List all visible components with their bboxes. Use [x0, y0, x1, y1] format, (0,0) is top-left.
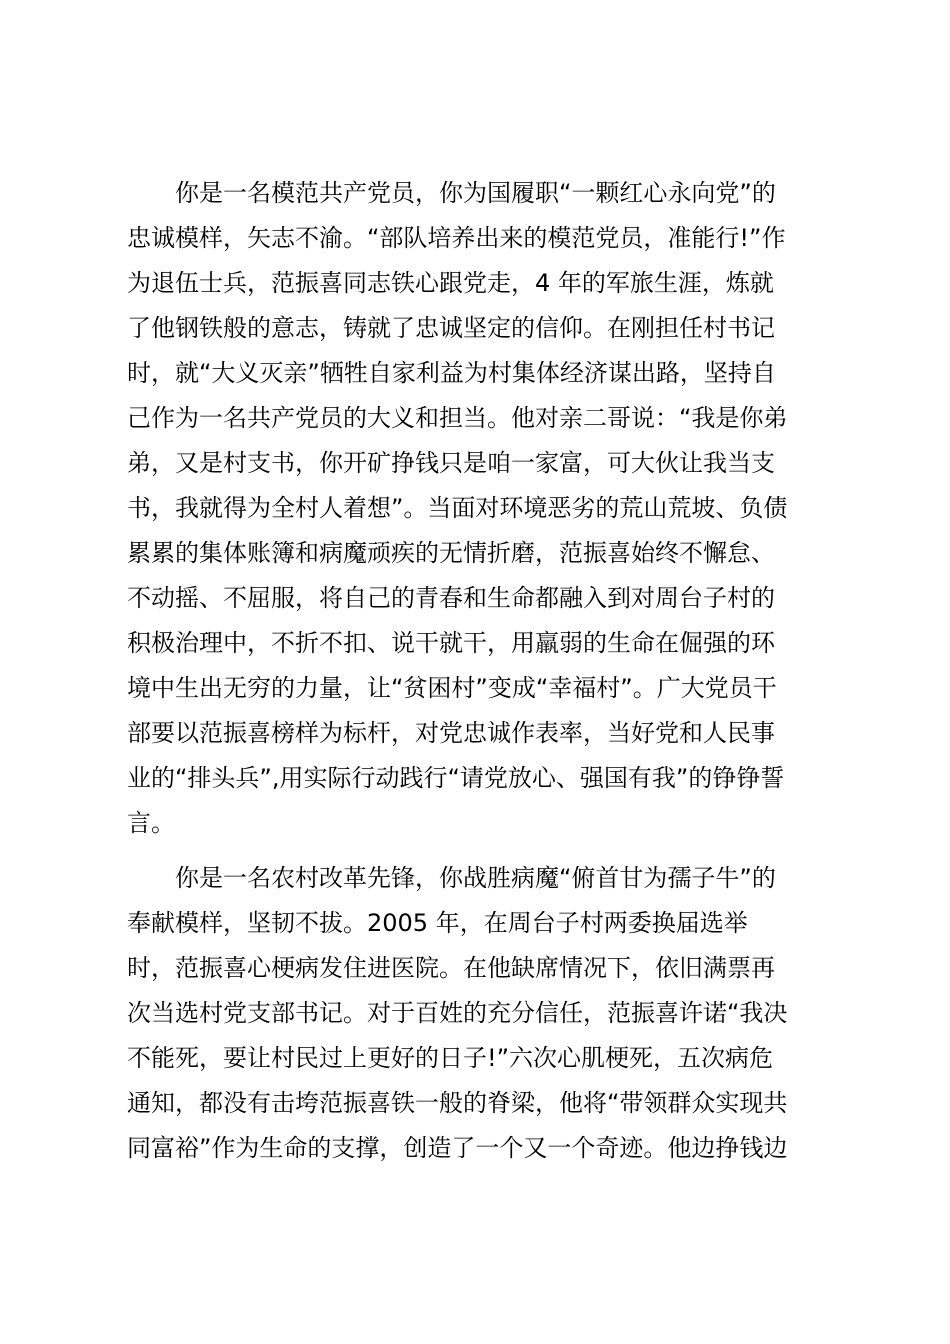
text-line: 时，范振喜心梗病发住进医院。在他缺席情况下，依旧满票再 [127, 954, 775, 982]
paragraph-gap [127, 846, 847, 856]
text-line: 你是一名农村改革先锋，你战胜病魔“俯首甘为孺子牛”的 [175, 864, 776, 892]
text-line: 为退伍士兵，范振喜同志铁心跟党走，4 年的军旅生涯，炼就 [127, 269, 774, 297]
text-line: 部要以范振喜榜样为标杆，对党忠诚作表率，当好党和人民事 [127, 719, 775, 747]
text-line: 同富裕”作为生命的支撑，创造了一个又一个奇迹。他边挣钱边 [127, 1134, 788, 1162]
text-line: 次当选村党支部书记。对于百姓的充分信任，范振喜许诺“我决 [127, 999, 788, 1027]
text-line: 奉献模样，坚韧不拔。2005 年，在周台子村两委换届选举 [127, 909, 748, 937]
text-line: 业的“排头兵”,用实际行动践行“请党放心、强国有我”的铮铮誓 [127, 764, 785, 792]
text-line: 通知，都没有击垮范振喜铁一般的脊梁，他将“带领群众实现共 [127, 1089, 788, 1117]
text-line: 了他钢铁般的意志，铸就了忠诚坚定的信仰。在刚担任村书记 [127, 314, 775, 342]
text-line: 己作为一名共产党员的大义和担当。他对亲二哥说：“我是你弟 [127, 404, 788, 432]
body-text [127, 171, 847, 1171]
text-line: 言。 [127, 809, 175, 837]
text-line: 境中生出无穷的力量，让“贫困村”变成“幸福村”。广大党员干 [127, 674, 777, 702]
text-line: 弟，又是村支书，你开矿挣钱只是咱一家富，可大伙让我当支 [127, 449, 775, 477]
text-line: 累累的集体账簿和病魔顽疾的无情折磨，范振喜始终不懈怠、 [127, 539, 775, 567]
text-line: 书，我就得为全村人着想”。当面对环境恶劣的荒山荒坡、负债 [127, 494, 788, 522]
paragraph [127, 171, 847, 846]
text-line: 积极治理中，不折不扣、说干就干，用羸弱的生命在倔强的环 [127, 629, 775, 657]
text-line: 不动摇、不屈服，将自己的青春和生命都融入到对周台子村的 [127, 584, 775, 612]
text-line: 你是一名模范共产党员，你为国履职“一颗红心永向党”的 [175, 179, 776, 207]
text-line: 时，就“大义灭亲”牺牲自家利益为村集体经济谋出路，坚持自 [127, 359, 776, 387]
text-line: 不能死，要让村民过上更好的日子!”六次心肌梗死，五次病危 [127, 1044, 774, 1072]
paragraph [127, 856, 847, 1171]
text-line: 忠诚模样，矢志不渝。“部队培养出来的模范党员，准能行!”作 [127, 224, 786, 252]
